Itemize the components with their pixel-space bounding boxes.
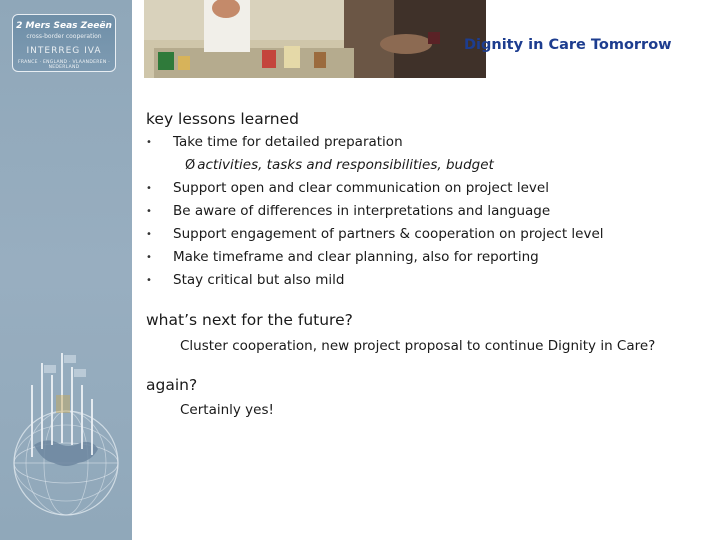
lesson-item: Support engagement of partners & cooperation on project level: [173, 226, 604, 242]
lesson-item: Make timeframe and clear planning, also for reporting: [173, 249, 539, 265]
again-heading: again?: [146, 376, 198, 394]
logo-title: 2 Mers Seas Zeeën: [16, 21, 112, 31]
header-photo: [144, 0, 486, 78]
lesson-sub-item-text: activities, tasks and responsibilities, budget: [197, 157, 494, 173]
interreg-logo: [12, 14, 116, 72]
lesson-item: Stay critical but also mild: [173, 272, 345, 288]
lessons-heading: key lessons learned: [146, 110, 300, 128]
future-heading: what’s next for the future?: [146, 311, 353, 329]
presentation-title: Dignity in Care Tomorrow: [464, 37, 672, 53]
lesson-item: Be aware of differences in interpretations and language: [173, 203, 551, 219]
bullet-marker: •: [146, 252, 152, 263]
header-photo-image: [144, 0, 486, 78]
logo-subtitle: cross-border cooperation: [26, 33, 102, 40]
globe-with-flags-icon: [6, 345, 126, 525]
bullet-marker: •: [146, 137, 152, 148]
bullet-marker: •: [146, 183, 152, 194]
future-answer: Cluster cooperation, new project proposal to continue Dignity in Care?: [180, 338, 656, 354]
logo-brand: INTERREG IVA: [26, 46, 102, 56]
logo-countries: FRANCE · ENGLAND · VLAANDEREN · NEDERLAND: [18, 60, 110, 70]
lesson-item: Support open and clear communication on project level: [173, 180, 549, 196]
arrow-bullet-icon: Ø: [185, 158, 196, 173]
sidebar: [0, 0, 132, 540]
bullet-marker: •: [146, 275, 152, 286]
again-answer: Certainly yes!: [180, 402, 274, 418]
lesson-item: Take time for detailed preparation: [173, 134, 403, 150]
bullet-marker: •: [146, 229, 152, 240]
lesson-sub-item: [185, 157, 494, 173]
bullet-marker: •: [146, 206, 152, 217]
